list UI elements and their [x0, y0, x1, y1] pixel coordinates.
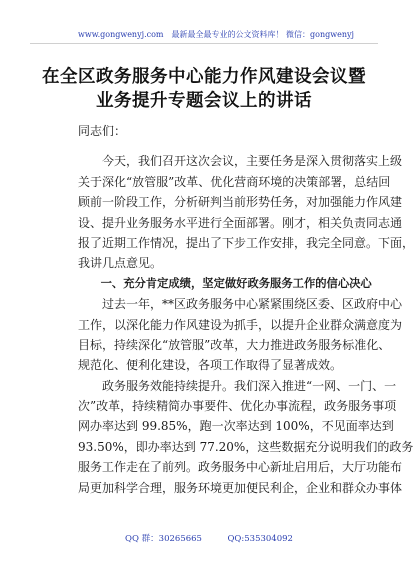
salutation: 同志们：: [78, 124, 127, 138]
paragraph-line: 政务服务效能持续提升。我们深入推进“一网、一门、一: [78, 378, 397, 393]
paragraph-line: 工作，以深化能力作风建设为抓手，以提升企业群众满意度为: [78, 317, 403, 332]
paragraph-line: 关于深化“放管服”改革、优化营商环境的决策部署，总结回: [78, 174, 391, 189]
paragraph-line: 网办率达到 99.85%，跑一次率达到 100%，不见面率达到: [78, 419, 394, 434]
paragraph-line: 目标，持续深化“放管服”改革，大力推进政务服务标准化、: [78, 337, 391, 352]
page-title-line-1: 在全区政务服务中心能力作风建设会议暨: [42, 67, 366, 87]
paragraph-line: 次”改革，持续精简办事要件、优化办事流程，政务服务事项: [78, 399, 397, 414]
paragraph-line: 我讲几点意见。: [78, 256, 163, 271]
section-heading: 一、充分肯定成绩，坚定做好政务服务工作的信心决心: [78, 276, 372, 290]
footer-contact: QQ 群：30265665 QQ:535304092: [125, 534, 293, 544]
header-banner: www.gongwenyj.com 最新最全最专业的公文资料库！ 微信：gongwenyj: [78, 30, 354, 39]
page-title-line-2: 业务提升专题会议上的讲话: [96, 91, 312, 111]
paragraph-line: 93.50%，即办率达到 77.20%，这些数据充分说明我们的政务: [78, 439, 414, 454]
header-divider: [30, 43, 378, 44]
paragraph-line: 局更加科学合理，服务环境更加便民利企，企业和群众办事体: [78, 480, 403, 495]
paragraph-line: 设、提升业务服务水平进行全面部署。刚才，相关负责同志通: [78, 215, 403, 230]
paragraph-line: 今天，我们召开这次会议，主要任务是深入贯彻落实上级: [78, 154, 403, 169]
paragraph-line: 规范化、便利化建设，各项工作取得了显著成效。: [78, 358, 343, 373]
paragraph-line: 服务工作走在了前列。政务服务中心新址启用后，大厅功能布: [78, 460, 403, 475]
paragraph-line: 报了近期工作情况，提出了下步工作安排，我完全同意。下面，: [78, 235, 414, 250]
speech-body: [78, 121, 414, 498]
paragraph-line: 顾前一阶段工作，分析研判当前形势任务，对加强能力作风建: [78, 195, 403, 210]
paragraph-line: 过去一年，**区政务服务中心紧紧围绕区委、区政府中心: [78, 297, 403, 312]
